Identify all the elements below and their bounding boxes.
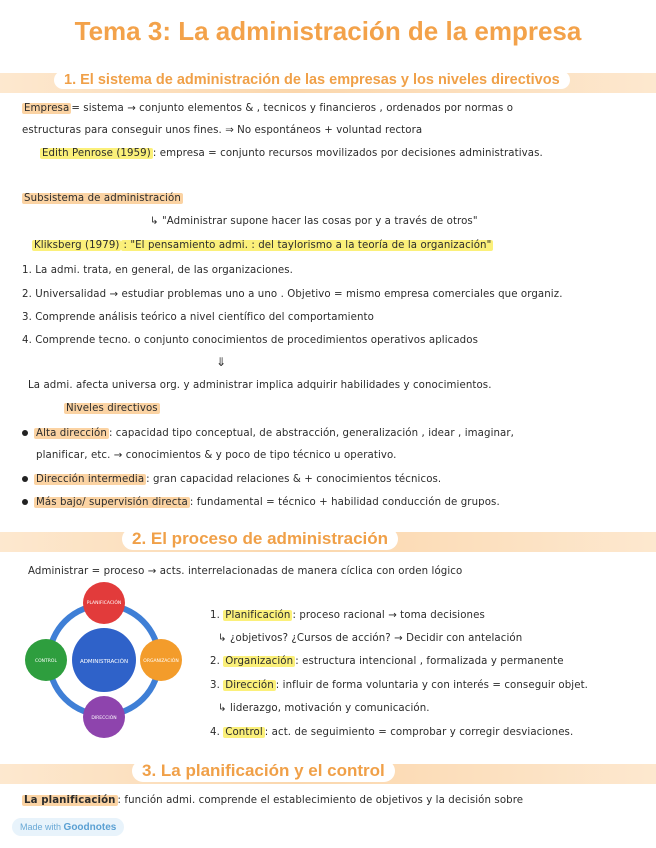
step-1-detail: ↳ ¿objetivos? ¿Cursos de acción? → Decidir con antelación <box>218 633 523 644</box>
section-1-title: 1. El sistema de administración de las empresas y los niveles directivos <box>54 71 570 89</box>
alta-term: Alta dirección <box>36 428 107 439</box>
administration-cycle-diagram <box>14 582 194 742</box>
made-with-label: Made with <box>20 822 62 832</box>
section-3-title: 3. La planificación y el control <box>132 760 395 782</box>
step-1-term: Planificación <box>225 610 291 621</box>
node-planificacion-label: PLANIFICACIÓN <box>86 601 122 606</box>
kliksberg-line <box>32 240 493 251</box>
planificacion-line <box>22 795 523 806</box>
step-1-num: 1. <box>210 610 220 621</box>
planificacion-text: : función admi. comprende el establecimiento de objetivos y la decisión sobre <box>117 795 524 806</box>
node-control-label: CONTROL <box>35 659 57 664</box>
node-organizacion-label: ORGANIZACIÓN <box>143 659 179 664</box>
list-item-3: 3. Comprende análisis teórico a nivel científico del comportamiento <box>22 312 374 323</box>
made-with-goodnotes-badge <box>12 818 124 836</box>
step-3-text: : influir de forma voluntaria y con interés = conseguir objet. <box>275 680 589 691</box>
step-3-detail: ↳ liderazgo, motivación y comunicación. <box>218 703 430 714</box>
step-2-text: : estructura intencional , formalizada y permanente <box>295 656 564 667</box>
bullet-supervision <box>22 497 500 508</box>
conclusion-line: La admi. afecta universa org. y administrar implica adquirir habilidades y conocimientos. <box>28 380 492 391</box>
center-label: ADMINISTRACIÓN <box>79 659 129 665</box>
step-3 <box>210 680 588 691</box>
arrow-down-icon: ⇓ <box>216 355 227 369</box>
step-2-num: 2. <box>210 656 220 667</box>
step-4 <box>210 727 573 738</box>
section-2-title: 2. El proceso de administración <box>122 528 398 550</box>
page-title: Tema 3: La administración de la empresa <box>74 16 582 46</box>
empresa-definition-1: = sistema → conjunto elementos & , tecnicos y financieros , ordenados por normas o <box>71 103 514 114</box>
step-2 <box>210 656 564 667</box>
step-1-text: : proceso racional → toma decisiones <box>292 610 485 621</box>
step-1 <box>210 610 485 621</box>
proceso-intro: Administrar = proceso → acts. interrelacionadas de manera cíclica con orden lógico <box>28 566 463 577</box>
bullet-icon <box>22 430 28 436</box>
empresa-line-2: estructuras para conseguir unos fines. ⇒ No espontáneos + voluntad rectora <box>22 125 423 136</box>
intermedia-text: : gran capacidad relaciones & + conocimientos técnicos. <box>146 474 442 485</box>
empresa-line-1 <box>22 103 513 114</box>
kliksberg-quote: : "El pensamiento admi. : del taylorismo a la teoría de la organización" <box>123 240 492 251</box>
niveles-heading <box>64 403 160 414</box>
step-4-num: 4. <box>210 727 220 738</box>
bullet-intermedia <box>22 474 441 485</box>
step-3-term: Dirección <box>225 680 274 691</box>
bullet-icon <box>22 476 28 482</box>
bullet-alta-cont: planificar, etc. → conocimientos & y poco de tipo técnico u operativo. <box>36 450 397 461</box>
alta-text: : capacidad tipo conceptual, de abstracción, generalización , idear , imaginar, <box>108 428 515 439</box>
supervision-text: : fundamental = técnico + habilidad conducción de grupos. <box>189 497 500 508</box>
penrose-term: Edith Penrose (1959) <box>42 148 151 159</box>
list-item-4: 4. Comprende tecno. o conjunto conocimientos de procedimientos operativos aplicados <box>22 335 478 346</box>
planificacion-term: La planificación <box>24 795 116 806</box>
kliksberg-term: Kliksberg (1979) <box>34 240 120 251</box>
penrose-text: : empresa = conjunto recursos movilizados por decisiones administrativas. <box>152 148 543 159</box>
bullet-icon <box>22 499 28 505</box>
penrose-line <box>40 148 543 159</box>
supervision-term: Más bajo/ supervisión directa <box>36 497 188 508</box>
niveles-title: Niveles directivos <box>66 403 158 414</box>
subsistema-line <box>22 193 183 204</box>
subsistema-quote: ↳ "Administrar supone hacer las cosas por y a través de otros" <box>150 216 478 227</box>
node-direccion-label: DIRECCIÓN <box>91 716 117 721</box>
empresa-term: Empresa <box>24 103 70 114</box>
goodnotes-logo: Goodnotes <box>63 822 117 833</box>
step-3-num: 3. <box>210 680 220 691</box>
bullet-alta <box>22 428 514 439</box>
subsistema-term: Subsistema de administración <box>24 193 181 204</box>
list-item-2: 2. Universalidad → estudiar problemas uno a uno . Objetivo = mismo empresa comerciales que organiz. <box>22 289 563 300</box>
intermedia-term: Dirección intermedia <box>36 474 145 485</box>
step-4-text: : act. de seguimiento = comprobar y corregir desviaciones. <box>264 727 574 738</box>
step-4-term: Control <box>225 727 263 738</box>
list-item-1: 1. La admi. trata, en general, de las organizaciones. <box>22 265 294 276</box>
step-2-term: Organización <box>225 656 294 667</box>
